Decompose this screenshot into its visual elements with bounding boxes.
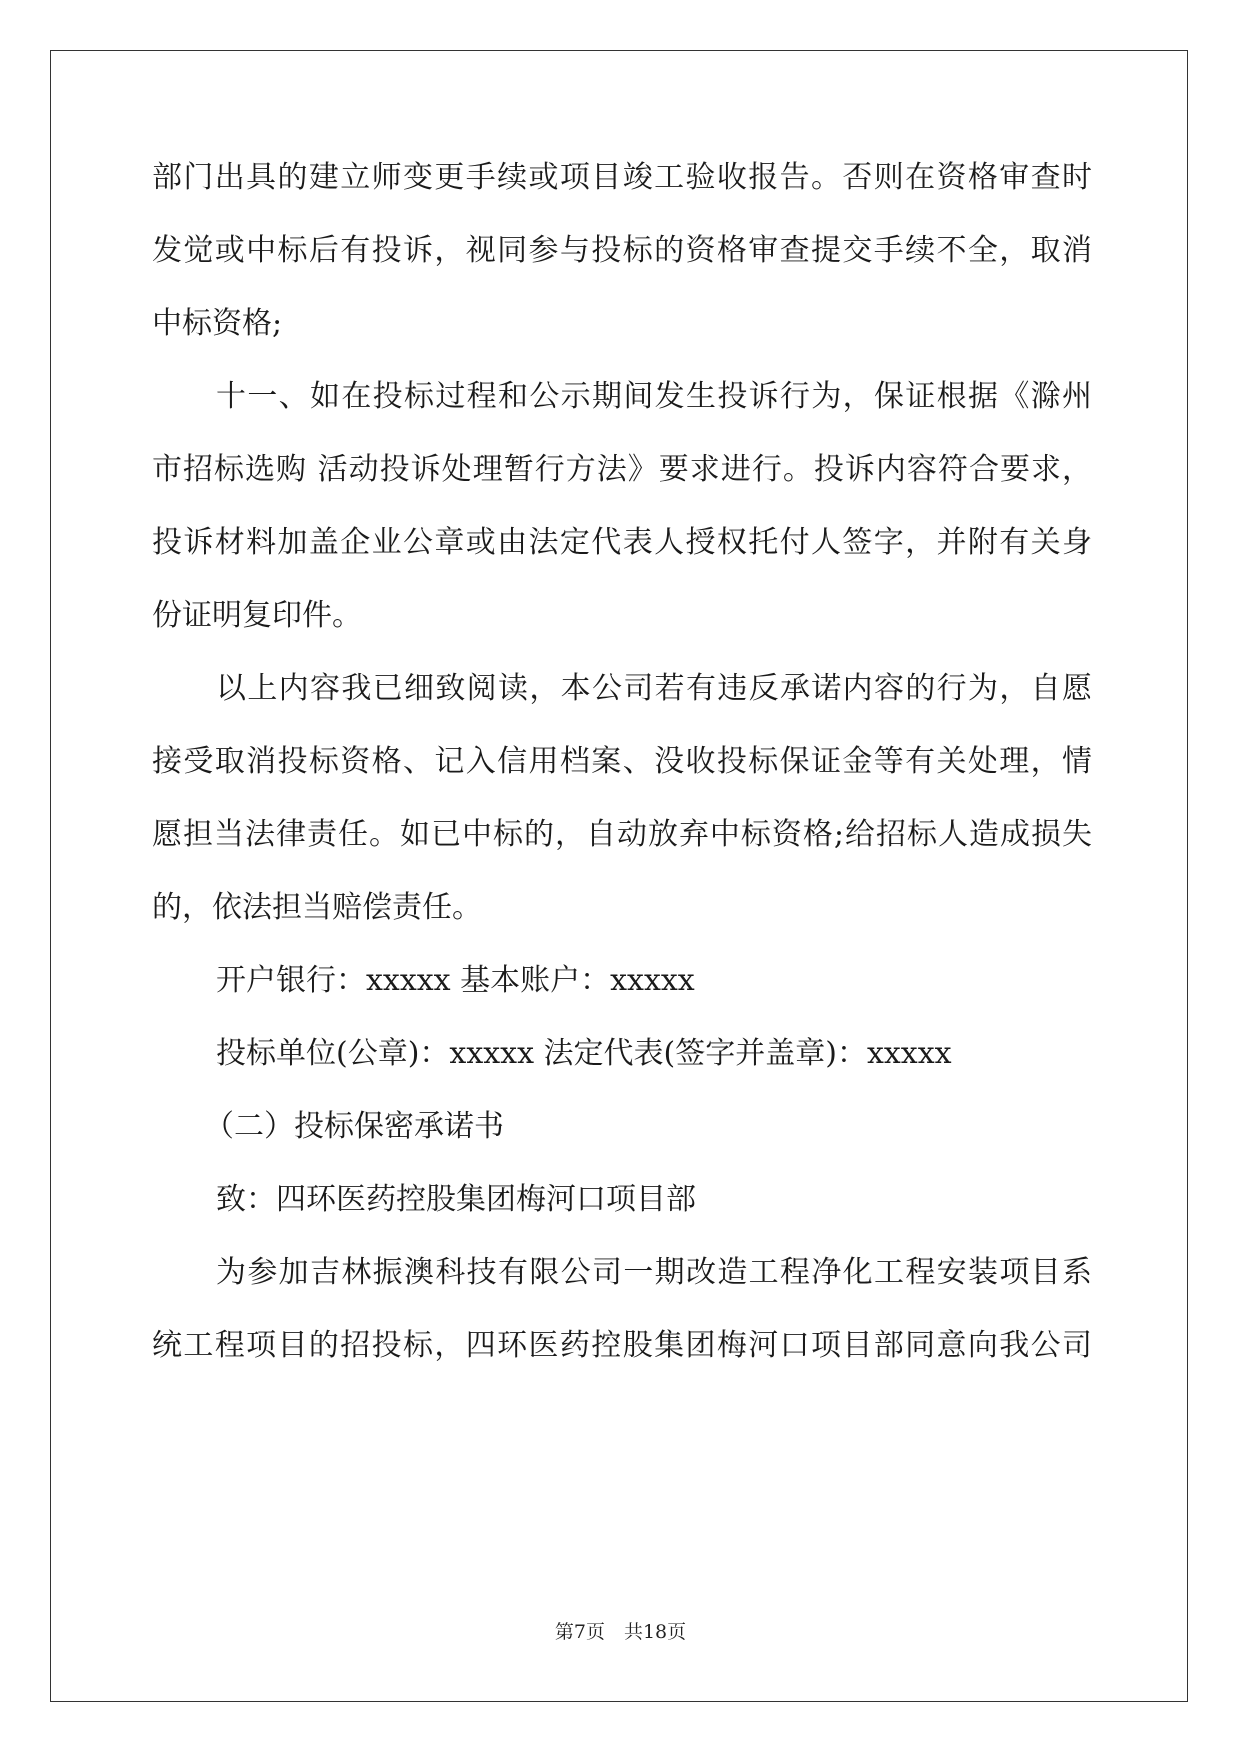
- text-line: 以上内容我已细致阅读，本公司若有违反承诺内容的行为，自愿: [216, 671, 1092, 706]
- text-line: 的，依法担当赔偿责任。: [152, 890, 482, 925]
- text-line: 愿担当法律责任。如已中标的，自动放弃中标资格;给招标人造成损失: [152, 817, 1092, 852]
- text-line: 份证明复印件。: [152, 598, 362, 633]
- text-line: 为参加吉林振澳科技有限公司一期改造工程净化工程安装项目系: [216, 1255, 1092, 1290]
- page-border: [50, 50, 1188, 1702]
- text-line: 部门出具的建立师变更手续或项目竣工验收报告。否则在资格审查时: [152, 160, 1092, 195]
- text-line: 中标资格;: [152, 306, 283, 341]
- addressee-line: 致：四环医药控股集团梅河口项目部: [216, 1182, 696, 1217]
- text-line: 十一、如在投标过程和公示期间发生投诉行为，保证根据《滁州: [216, 379, 1092, 414]
- page-number-footer: 第7页 共18页: [554, 1621, 687, 1643]
- text-line: 投诉材料加盖企业公章或由法定代表人授权托付人签字，并附有关身: [152, 525, 1092, 560]
- text-line: 统工程项目的招投标，四环医药控股集团梅河口项目部同意向我公司: [152, 1328, 1092, 1363]
- text-line: 接受取消投标资格、记入信用档案、没收投标保证金等有关处理，情: [152, 744, 1092, 779]
- text-line: 市招标选购 活动投诉处理暂行方法》要求进行。投诉内容符合要求，: [152, 452, 1092, 487]
- bidder-signature-line: 投标单位(公章)：xxxxx 法定代表(签字并盖章)：xxxxx: [216, 1036, 952, 1071]
- text-line: 发觉或中标后有投诉，视同参与投标的资格审查提交手续不全，取消: [152, 233, 1092, 268]
- section-heading: （二）投标保密承诺书: [204, 1109, 504, 1144]
- bank-info-line: 开户银行：xxxxx 基本账户：xxxxx: [216, 963, 695, 998]
